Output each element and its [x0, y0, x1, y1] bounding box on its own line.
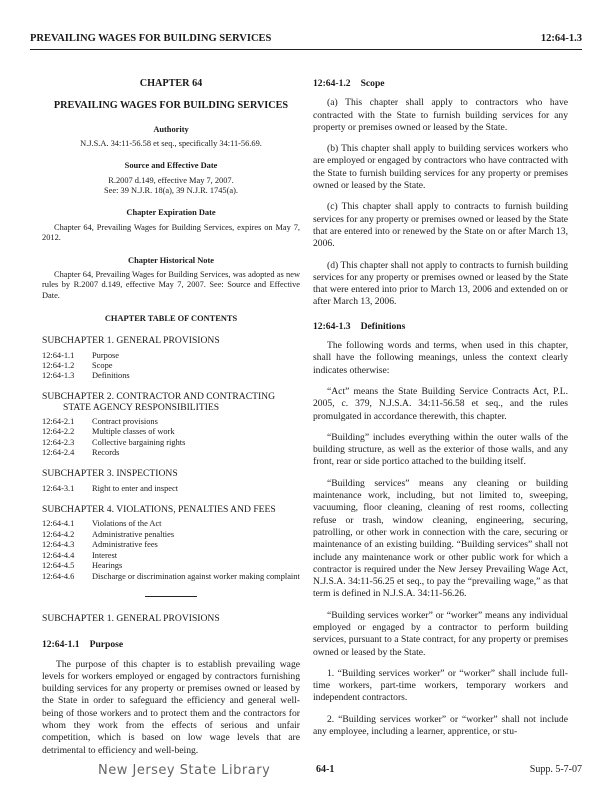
source-heading: Source and Effective Date	[124, 161, 218, 171]
section-divider	[145, 596, 197, 597]
definition-act: “Act” means the State Building Service Contracts Act, P.L. 2005, c. 379, N.J.S.A. 34:11-56.58 et seq., and the rules promulgated in accordance therewith, this chapter.	[313, 385, 568, 422]
section-1-3-heading	[313, 321, 568, 333]
authority-text: N.J.S.A. 34:11-56.58 et seq., specifically 34:11-56.69.	[80, 138, 262, 148]
toc-entry: 12:64-1.3 Definitions	[42, 371, 130, 381]
section-title: Scope	[360, 78, 385, 89]
authority-heading: Authority	[153, 124, 189, 134]
scope-paragraph-b: (b) This chapter shall apply to building services workers who are employed or engaged by contractors who have contracted with the State to furnish building services for any property or premises owned or leased by the State.	[313, 143, 568, 192]
toc-entry: 12:64-2.2 Multiple classes of work	[42, 427, 175, 437]
definition-building-services: “Building services” means any cleaning or building maintenance work, including, but not limited to, sweeping, vacuuming, floor cleaning, cleaning of rest rooms, collecting refuse or trash, window cleaning, engineering, securing, patrolling, or other work in connection with the care, securing or maintenance of an existing building. “Building services” shall not include any maintenance work or other public work for which a contractor is required under the New Jersey Prevailing Wage Act, N.J.S.A. 34:11-56.25 et seq., to pay the “prevailing wage,” as that term is defined in N.J.S.A. 34:11-56.26.	[313, 477, 568, 600]
section-1-1-text: The purpose of this chapter is to establish prevailing wage levels for workers employed or engaged by contractors furnishing building services for any property or premises owned or leased by the State in order to safeguard the efficiency and general well-being of those workers and to protect them and the contractors for whom they work from the effects of serious and unfair competition, which is based on low wage levels that are detrimental to efficiency and well-being.	[42, 658, 300, 756]
section-1-2-heading	[313, 78, 568, 90]
section-1-1-heading	[42, 639, 300, 651]
chapter-name: PREVAILING WAGES FOR BUILDING SERVICES	[53, 100, 289, 112]
toc-entry: 12:64-4.4 Interest	[42, 550, 118, 560]
page-number: 64-1	[316, 764, 335, 775]
toc-subchapter-4-list	[42, 519, 300, 581]
expiration-heading: Chapter Expiration Date	[126, 208, 216, 218]
toc-entry: 12:64-3.1 Right to enter and inspect	[42, 483, 179, 493]
toc-entry: 12:64-2.1 Contract provisions	[42, 416, 158, 426]
toc-entry: 12:64-1.2 Scope	[42, 361, 113, 371]
left-column	[42, 78, 300, 757]
subchapter-1-heading: SUBCHAPTER 1. GENERAL PROVISIONS	[42, 612, 220, 624]
toc-subchapter-4: SUBCHAPTER 4. VIOLATIONS, PENALTIES AND FEES	[42, 504, 276, 516]
definition-building: “Building” includes everything within the outer walls of the building structure, as well as the exterior of those walls, and any front, rear or side portico attached to the building itself.	[313, 431, 568, 468]
toc-entry: 12:64-4.5 Hearings	[42, 561, 123, 571]
history-text: Chapter 64, Prevailing Wages for Building Services, was adopted as new rules by R.2007 d.149, effective May 7, 2007. See: Source and Effective Date.	[42, 269, 300, 300]
definition-item-2: 2. “Building services worker” or “worker” shall not include any employee, including a learner, apprentice, or stu-	[313, 713, 568, 738]
section-number: 12:64-1.1	[42, 639, 80, 651]
toc-entry: 12:64-1.1 Purpose	[42, 350, 119, 360]
toc-entry: 12:64-2.3 Collective bargaining rights	[42, 437, 186, 447]
header-section-number: 12:64-1.3	[540, 33, 582, 44]
header-rule	[30, 49, 582, 50]
toc-subchapter-3: SUBCHAPTER 3. INSPECTIONS	[42, 468, 178, 480]
right-column	[313, 78, 568, 738]
toc-entry: 12:64-4.1 Violations of the Act	[42, 519, 162, 529]
definitions-intro: The following words and terms, when used in this chapter, shall have the following meanings, unless the context clearly indicates otherwise:	[313, 340, 568, 376]
scope-paragraph-a: (a) This chapter shall apply to contractors who have contracted with the State to furnish building services for any property or premises owned or leased by the State.	[313, 97, 568, 133]
definition-building-services-worker: “Building services worker” or “worker” means any individual employed or engaged by a contractor to perform building services, pursuant to a State contract, for any property or premises owned or leased by the State.	[313, 609, 568, 658]
toc-entry: 12:64-2.4 Records	[42, 448, 120, 458]
toc-subchapter-1-list	[42, 351, 300, 382]
scope-paragraph-c: (c) This chapter shall apply to contracts to furnish building services for any property or premises owned or leased by the State that are entered into or renewed by the State on or after March 13, 2006.	[313, 201, 568, 250]
toc-subchapter-2: SUBCHAPTER 2. CONTRACTOR AND CONTRACTING STATE AGENCY RESPONSIBILITIES	[42, 390, 276, 414]
header-title: PREVAILING WAGES FOR BUILDING SERVICES	[30, 33, 272, 44]
expiration-text: Chapter 64, Prevailing Wages for Building Services, expires on May 7, 2012.	[42, 222, 300, 243]
toc-title: CHAPTER TABLE OF CONTENTS	[104, 314, 238, 324]
toc-subchapter-2-list	[42, 417, 300, 459]
section-title: Definitions	[360, 320, 406, 332]
scope-paragraph-d: (d) This chapter shall not apply to contracts to furnish building services for any property or premises owned or leased by the State that were entered into prior to March 13, 2006 and extended on or after March 13, 2006.	[313, 259, 568, 308]
definition-item-1: 1. “Building services worker” or “worker” shall include full-time workers, part-time workers, temporary workers and independent contractors.	[313, 667, 568, 704]
toc-subchapter-3-list	[42, 484, 300, 494]
toc-entry: 12:64-4.2 Administrative penalties	[42, 529, 175, 539]
history-heading: Chapter Historical Note	[128, 255, 214, 265]
chapter-number: CHAPTER 64	[139, 78, 203, 89]
section-number: 12:64-1.2	[313, 78, 351, 89]
toc-entry: 12:64-4.6 Discharge or discrimination against worker making complaint	[42, 571, 300, 581]
supplement-date: Supp. 5-7-07	[529, 764, 582, 775]
running-header	[30, 33, 582, 47]
toc-entry: 12:64-4.3 Administrative fees	[42, 540, 158, 550]
toc-subchapter-1: SUBCHAPTER 1. GENERAL PROVISIONS	[42, 335, 220, 347]
section-number: 12:64-1.3	[313, 320, 351, 332]
source-line-2: See: 39 N.J.R. 18(a), 39 N.J.R. 1745(a).	[104, 186, 238, 195]
section-title: Purpose	[89, 639, 124, 651]
library-watermark: New Jersey State Library	[98, 763, 271, 778]
source-line-1: R.2007 d.149, effective May 7, 2007.	[108, 175, 234, 185]
